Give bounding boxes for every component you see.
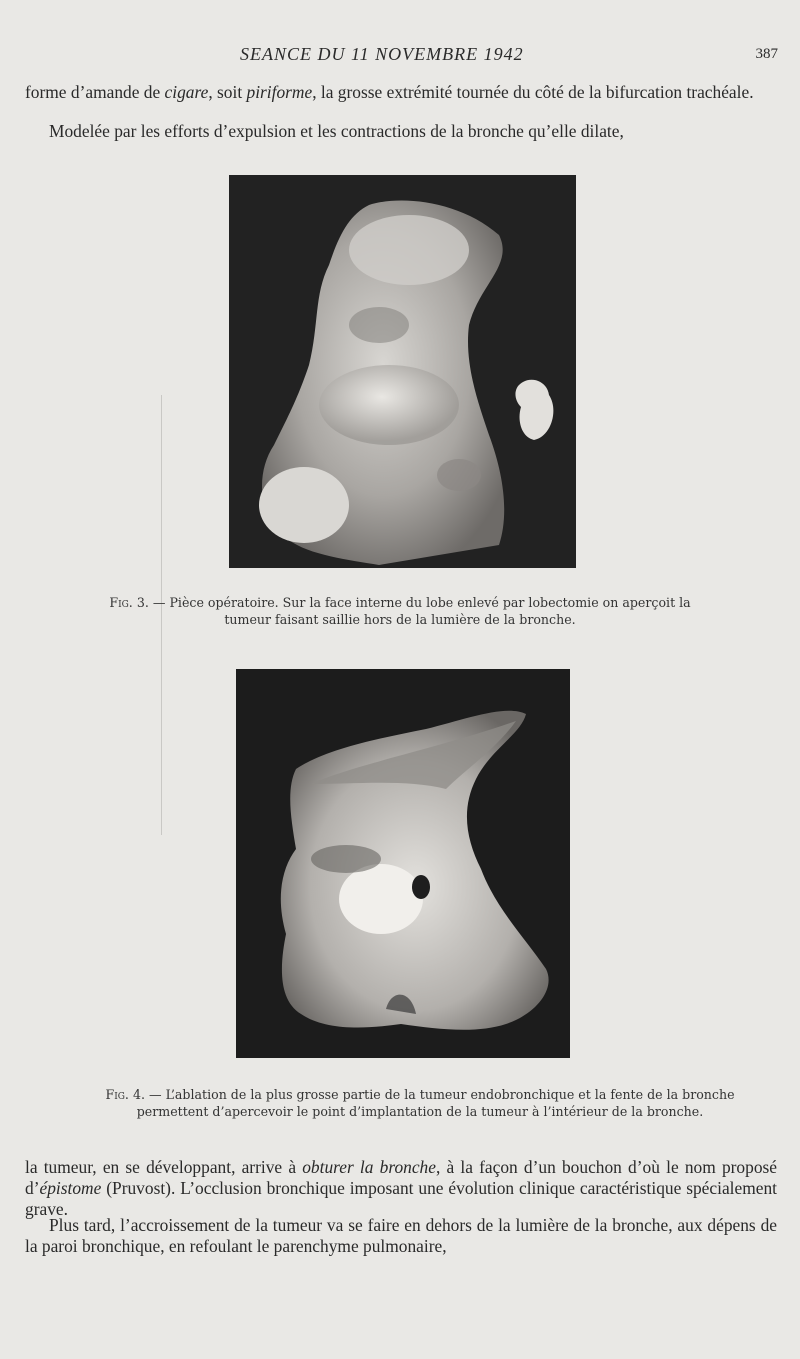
text-run: , soit — [208, 82, 247, 102]
text-run: , la grosse extrémité tournée du côté de la bifurcation trachéale. — [312, 82, 754, 102]
figure-3-photo — [229, 175, 576, 568]
page-number: 387 — [755, 46, 778, 62]
paragraph-bottom-first — [25, 1157, 777, 1220]
running-head — [0, 44, 800, 68]
figure-4-caption-text: — L’ablation de la plus grosse partie de la tumeur endobronchique et la fente de la bronche permettent d’apercevoir le point d’implantation de la tumeur à l’intérieur de la bronche. — [136, 1087, 735, 1119]
emphasis-cigare: cigare — [164, 82, 209, 102]
figure-4-photo — [236, 669, 570, 1058]
figure-3-caption — [100, 594, 700, 628]
text-run: forme d’amande de — [25, 82, 165, 102]
figure-4-label: Fig. 4. — [105, 1087, 145, 1102]
text-run: Plus tard, l’accroissement de la tumeur va se faire en dehors de la lumière de la bronche, aux dépens de la paroi bronchique, en refoulant le parenchyme pulmonaire, — [25, 1215, 777, 1256]
text-run: Modelée par les efforts d’expulsion et les contractions de la bronche qu’elle dilate, — [49, 121, 624, 141]
paragraph-bottom-second — [25, 1215, 777, 1257]
paragraph-top-second — [25, 121, 777, 142]
text-run: , à la façon d’un bouchon d’où le nom proposé d’ — [25, 1157, 777, 1198]
figure-4-caption — [68, 1086, 772, 1120]
paragraph-top-continuation — [25, 82, 777, 103]
figure-3-caption-text: — Pièce opératoire. Sur la face interne du lobe enlevé par lobectomie on aperçoit la tumeur faisant saillie hors de la lumière de la bronche. — [148, 595, 691, 627]
running-head-title: SEANCE DU 11 NOVEMBRE 1942 — [240, 44, 524, 64]
emphasis-obturer: obturer la bronche — [302, 1157, 436, 1177]
specimen-photo-4 — [236, 669, 570, 1058]
emphasis-piriforme: piriforme — [246, 82, 313, 102]
text-run: la tumeur, en se développant, arrive à — [25, 1157, 303, 1177]
specimen-photo-3 — [229, 175, 576, 568]
text-run: (Pruvost). L’occlusion bronchique imposant une évolution clinique caractéristique spécialement grave. — [25, 1178, 777, 1219]
emphasis-epistome: épistome — [39, 1178, 102, 1198]
figure-3-label: Fig. 3. — [109, 595, 149, 610]
